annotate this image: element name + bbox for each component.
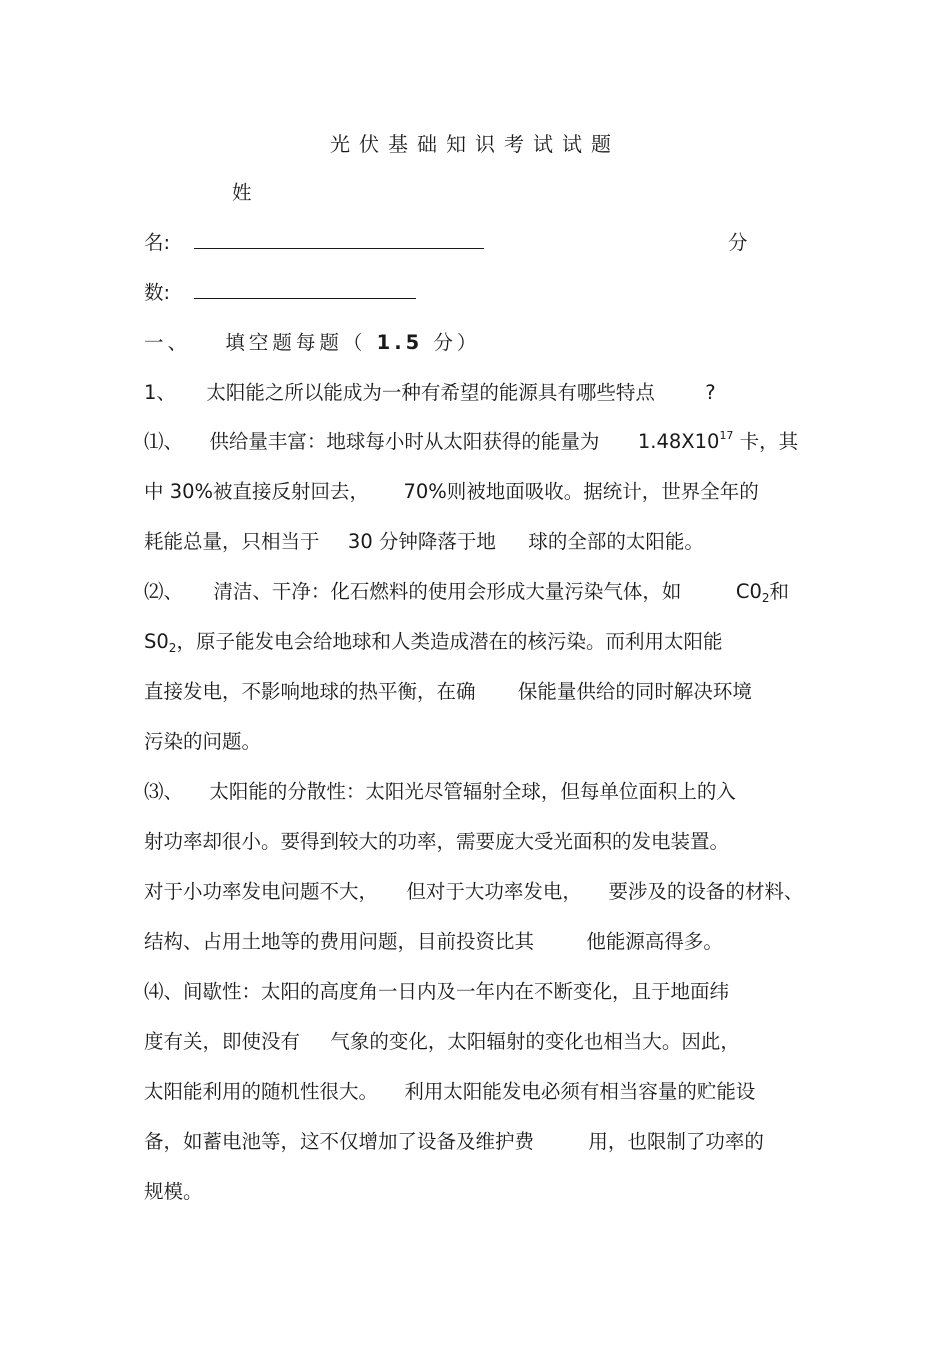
item-1-line-3 (144, 529, 704, 555)
item-text: 度有关，即使没有 (144, 1030, 301, 1053)
item-marker: ⑵、 (144, 580, 184, 603)
section-heading (144, 330, 480, 356)
item-2-line-4: 污染的问题。 (144, 730, 262, 753)
name-input-line[interactable] (194, 230, 484, 249)
score-label-top: 分 (728, 231, 748, 254)
item-1-line-2 (144, 479, 759, 505)
question-1 (144, 380, 716, 406)
item-4-line-5: 规模。 (144, 1180, 203, 1203)
energy-value: 1.48X10 (637, 430, 720, 453)
item-3-line-1 (144, 779, 736, 805)
item-text: 保能量供给的同时解决环境 (517, 680, 752, 703)
item-text: 对于小功率发电问题不大， (144, 880, 379, 903)
name-field-row (144, 230, 484, 256)
section-heading-text: 填空题每题（ (225, 331, 367, 354)
item-text: 直接发电，不影响地球的热平衡，在确 (144, 680, 476, 703)
item-4-line-4 (144, 1129, 764, 1155)
item-2-line-3 (144, 679, 752, 705)
item-text: 太阳能的分散性：太阳光尽管辐射全球，但每单位面积上的入 (209, 780, 736, 803)
item-3-line-3 (144, 879, 803, 905)
section-points: 1.5 (376, 331, 424, 354)
formula-subscript: 2 (168, 641, 177, 655)
item-text: ，原子能发电会给地球和人类造成潜在的核污染。而利用太阳能 (176, 630, 723, 653)
section-numeral: 一、 (144, 331, 192, 354)
energy-exponent: 17 (719, 429, 734, 442)
item-text: 耗能总量，只相当于 (144, 530, 320, 553)
item-text: 气象的变化，太阳辐射的变化也相当大。因此， (330, 1030, 740, 1053)
item-text: 利用太阳能发电必须有相当容量的贮能设 (404, 1080, 756, 1103)
item-text: 用，也限制了功率的 (588, 1130, 764, 1153)
item-text: 备，如蓄电池等，这不仅增加了设备及维护费 (144, 1130, 535, 1153)
score-label: 数: (144, 281, 171, 304)
chemical-formula: C0 (735, 580, 762, 603)
item-4-line-2 (144, 1029, 740, 1055)
item-text: 要涉及的设备的材料、 (608, 880, 804, 903)
item-text: 清洁、干净：化石燃料的使用会形成大量污染气体，如 (213, 580, 682, 603)
item-text: 他能源高得多。 (586, 930, 723, 953)
name-label-top: 姓 (232, 181, 252, 204)
formula-subscript: 2 (761, 591, 770, 605)
item-3-line-2: 射功率却很小。要得到较大的功率，需要庞大受光面积的发电装置。 (144, 830, 730, 853)
item-marker: ⑴、 (144, 430, 184, 453)
item-text: 结构、占用土地等的费用问题，目前投资比其 (144, 930, 535, 953)
item-text: 供给量丰富：地球每小时从太阳获得的能量为 (209, 430, 600, 453)
item-4-line-1: ⑷、间歇性：太阳的高度角一日内及一年内在不断变化，且于地面纬 (144, 980, 730, 1003)
item-text: 中 30%被直接反射回去， (144, 480, 370, 503)
item-marker: ⑶、 (144, 780, 184, 803)
item-text: 和 (769, 580, 790, 603)
item-3-line-4 (144, 929, 723, 955)
item-2-line-1 (144, 579, 789, 605)
item-1-line-1 (144, 429, 798, 455)
section-heading-tail: 分） (433, 331, 481, 354)
name-label: 名: (144, 231, 171, 254)
question-number: 1、 (144, 381, 176, 404)
item-text: 球的全部的太阳能。 (528, 530, 704, 553)
question-mark: ? (705, 381, 716, 404)
score-input-line[interactable] (194, 280, 416, 299)
item-text: 30 分钟降落于地 (347, 530, 496, 553)
item-text: 卡，其 (739, 430, 799, 453)
chemical-formula: S0 (144, 630, 169, 653)
item-text: 但对于大功率发电， (406, 880, 582, 903)
item-2-line-2 (144, 629, 722, 655)
item-text: 70%则被地面吸收。据统计，世界全年的 (403, 480, 759, 503)
item-4-line-3 (144, 1079, 755, 1105)
score-field-row (144, 280, 416, 306)
question-text: 太阳能之所以能成为一种有希望的能源具有哪些特点 (206, 381, 655, 404)
page-title: 光伏基础知识考试试题 (330, 132, 620, 156)
item-text: 太阳能利用的随机性很大。 (144, 1080, 379, 1103)
